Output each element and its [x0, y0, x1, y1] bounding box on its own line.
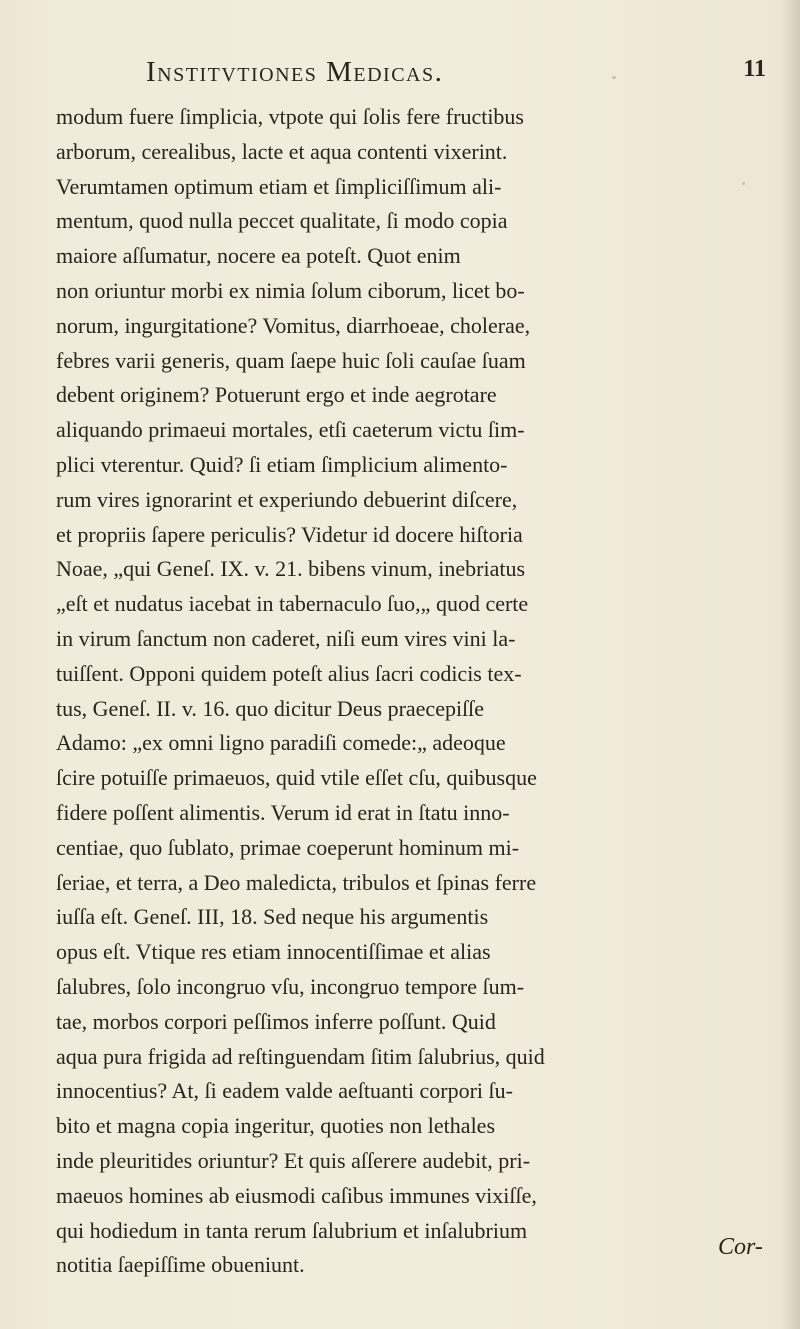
- running-head: [146, 56, 766, 96]
- text-line: Noae, „qui Geneſ. IX. v. 21. bibens vinum, inebriatus: [56, 556, 526, 582]
- text-line: debent originem? Potuerunt ergo et inde aegrotare: [56, 382, 497, 408]
- text-line: in virum ſanctum non caderet, niſi eum vires vini la-: [56, 625, 516, 651]
- paper-fleck: [742, 182, 745, 185]
- text-line: tae, morbos corpori peſſimos inferre poſſunt. Quid: [56, 1008, 496, 1034]
- text-line: aqua pura frigida ad reſtinguendam ſitim ſalubrius, quid: [56, 1043, 545, 1069]
- text-line: aliquando primaeui mortales, etſi caeterum victu ſim-: [56, 417, 525, 443]
- text-line: innocentius? At, ſi eadem valde aeſtuanti corpori ſu-: [56, 1078, 513, 1104]
- page-edge-shadow: [780, 0, 800, 1329]
- text-line: arborum, cerealibus, lacte et aqua contenti vixerint.: [56, 138, 508, 164]
- text-line: iuſſa eſt. Geneſ. III, 18. Sed neque his argumentis: [56, 904, 489, 930]
- text-line: maeuos homines ab eiusmodi caſibus immunes vixiſſe,: [56, 1182, 537, 1208]
- text-line: fidere poſſent alimentis. Verum id erat in ſtatu inno-: [56, 799, 510, 825]
- text-line: Adamo: „ex omni ligno paradiſi comede:„ adeoque: [56, 730, 506, 756]
- text-line: inde pleuritides oriuntur? Et quis aſſerere audebit, pri-: [56, 1147, 531, 1173]
- text-line: tuiſſent. Opponi quidem poteſt alius ſacri codicis tex-: [56, 660, 522, 686]
- text-line: tus, Geneſ. II. v. 16. quo dicitur Deus praecepiſſe: [56, 695, 485, 721]
- text-line: centiae, quo ſublato, primae coeperunt hominum mi-: [56, 834, 520, 860]
- text-line: notitia ſaepiſſime obueniunt.: [56, 1252, 305, 1278]
- page-number: 11: [743, 56, 766, 82]
- text-line: norum, ingurgitatione? Vomitus, diarrhoeae, cholerae,: [56, 312, 531, 338]
- catchword: Cor-: [718, 1234, 763, 1260]
- text-line: qui hodiedum in tanta rerum ſalubrium et inſalubrium: [56, 1217, 528, 1243]
- text-line: febres varii generis, quam ſaepe huic ſoli cauſae ſuam: [56, 347, 526, 373]
- text-line: mentum, quod nulla peccet qualitate, ſi modo copia: [56, 208, 508, 234]
- text-line: „eſt et nudatus iacebat in tabernaculo ſuo,„ quod certe: [56, 591, 529, 617]
- text-line: modum fuere ſimplicia, vtpote qui ſolis fere fructibus: [56, 104, 524, 129]
- body-text: [56, 100, 768, 1283]
- text-line: ſeriae, et terra, a Deo maledicta, tribulos et ſpinas ferre: [56, 869, 537, 895]
- text-line: rum vires ignorarint et experiundo debuerint diſcere,: [56, 486, 518, 512]
- text-line: non oriuntur morbi ex nimia ſolum ciborum, licet bo-: [56, 277, 525, 303]
- text-line: bito et magna copia ingeritur, quoties non lethales: [56, 1113, 496, 1139]
- text-line: plici vterentur. Quid? ſi etiam ſimplicium alimento-: [56, 451, 508, 477]
- text-line: Verumtamen optimum etiam et ſimpliciſſimum ali-: [56, 173, 502, 199]
- text-line: ſalubres, ſolo incongruo vſu, incongruo tempore ſum-: [56, 973, 525, 999]
- paper-fleck: [612, 76, 616, 79]
- header-title: Institvtiones Medicas.: [146, 56, 444, 88]
- text-line: ſcire potuiſſe primaeuos, quid vtile eſſet cſu, quibusque: [56, 765, 537, 791]
- text-line: maiore aſſumatur, nocere ea poteſt. Quot enim: [56, 243, 461, 269]
- text-line: et propriis ſapere periculis? Videtur id docere hiſtoria: [56, 521, 523, 547]
- text-line: opus eſt. Vtique res etiam innocentiſſimae et alias: [56, 939, 491, 965]
- paper-fleck: [130, 1262, 133, 1264]
